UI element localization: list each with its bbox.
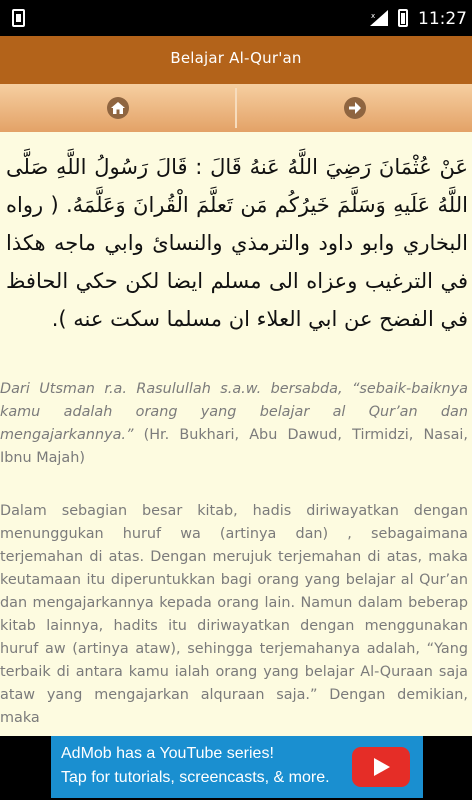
translation-text bbox=[0, 378, 468, 470]
home-button[interactable] bbox=[0, 84, 235, 132]
ad-subline: Tap for tutorials, screencasts, & more. bbox=[61, 769, 330, 786]
ad-banner-container bbox=[0, 736, 472, 800]
clock: 11:27 bbox=[418, 9, 467, 29]
nav-bar bbox=[0, 84, 472, 132]
home-icon bbox=[107, 97, 129, 119]
ad-banner[interactable] bbox=[51, 736, 423, 798]
next-button[interactable] bbox=[237, 84, 472, 132]
translation-quote: Dari Utsman r.a. Rasulullah s.a.w. bersabda, “sebaik-baiknya kamu adalah orang yang belajar al Qur’an dan mengajarkannya.” bbox=[0, 381, 468, 443]
hadith-content bbox=[0, 132, 472, 736]
app-bar bbox=[0, 36, 472, 84]
battery-icon bbox=[398, 9, 408, 27]
ad-headline: AdMob has a YouTube series! bbox=[61, 745, 274, 762]
page-title: Belajar Al-Qur'an bbox=[170, 49, 302, 67]
youtube-play-icon[interactable] bbox=[352, 747, 410, 787]
svg-text:x: x bbox=[371, 12, 376, 20]
explanation-text: Dalam sebagian besar kitab, hadis diriwayatkan dengan menunggukan huruf wa (artinya dan) , sebagaimana terjemahan di atas. Dengan merujuk terjemahan di atas, maka keutamaan itu diperuntukkan bagi orang yang belajar al Qur’an dan mengajarkannya kepada orang lain. Namun dalam beberap kitab lainnya, hadits itu diriwayatkan dengan menggunakan huruf aw (artinya ataw), sehingga terjemahanya adalah, “Yang terbaik di antara kamu ialah orang yang belajar Al-Quraan saja ataw yang mengajarkan alquraan saja.” Dengan demikian, maka bbox=[0, 503, 468, 726]
status-bar bbox=[0, 0, 472, 36]
arrow-right-icon bbox=[344, 97, 366, 119]
sim-card-icon bbox=[12, 9, 25, 27]
arabic-text: عَنْ عُثْمَانَ رَضِيَ اللَّهُ عَنهُ قَالَ : قَالَ رَسُولُ اللَّهِ صَلَّى اللَّهُ عَلَيهِ وَسَلَّمَ خَيرُكُم مَن تَعلَّمَ الْقُرانَ وَعَلَّمَهُ. ( رواه البخاري وابو داود والترمذي والنسائ وابي ماجه هكذا في الترغيب وعزاه الى مسلم ايضا لكن حكي الحافظ في الفضح عن ابي العلاء ان مسلما سكت عنه ). bbox=[6, 155, 468, 331]
signal-icon bbox=[370, 10, 388, 26]
translation-source: (Hr. Bukhari, Abu Dawud, Tirmidzi, Nasai, Ibnu Majah) bbox=[0, 427, 468, 466]
